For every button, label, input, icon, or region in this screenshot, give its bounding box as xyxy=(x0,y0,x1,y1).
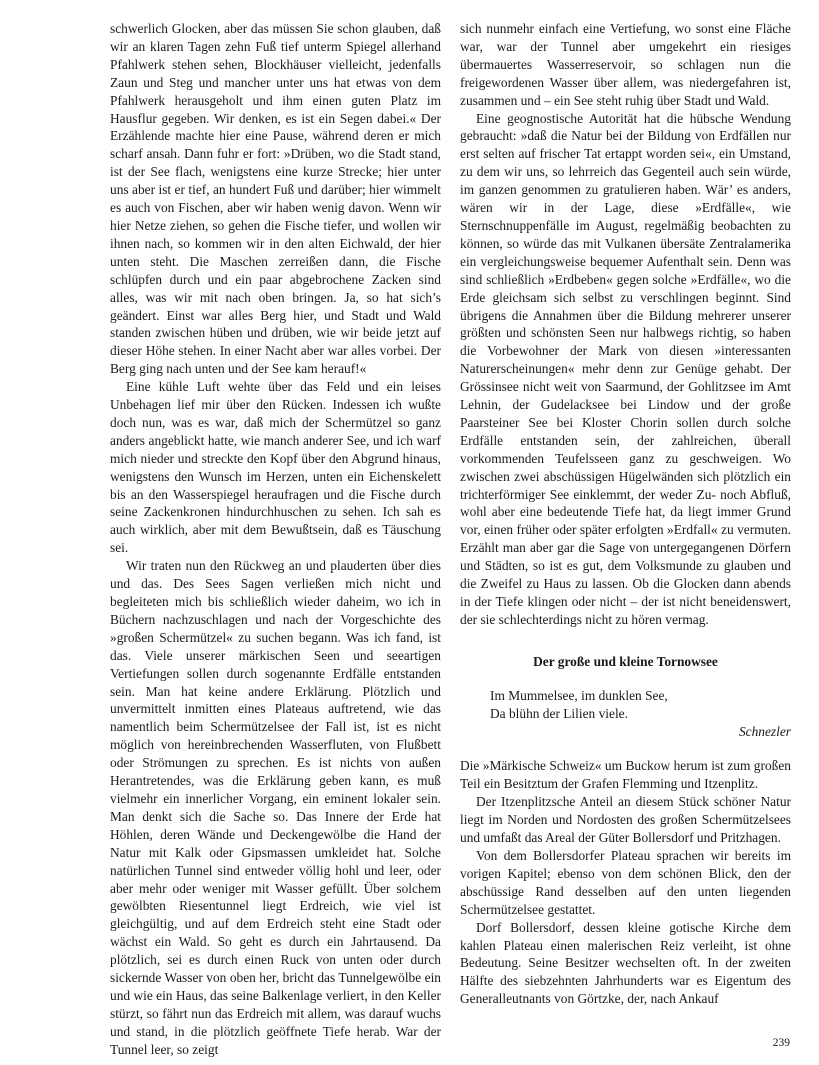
epigraph-author: Schnezler xyxy=(738,723,791,739)
epigraph-verse xyxy=(460,687,791,723)
paragraph: Die »Märkische Schweiz« um Buckow herum ist zum großen Teil ein Besitztum der Grafen Flemming und Itzenplitz. xyxy=(460,758,791,792)
paragraph: schwerlich Glocken, aber das müssen Sie schon glauben, daß wir an klaren Tagen zehn Fuß tief unterm Spiegel allerhand Pfahlwerk stehen sehen, Blockhäuser vielleicht, jedenfalls Zaun und Steg und mancher unter uns hat etwas von dem Pfahlwerk herausgeholt und ihm einen guten Platz im Hausflur gegeben. Wir denken, es ist ein Segen dabei.« Der Erzählende machte hier eine Pause, während deren er mich scharf ansah. Dann fuhr er fort: »Drüben, wo die Stadt stand, ist der See flach, wenigstens eine kurze Strecke; hier unter uns aber ist er tief, an hundert Fuß und darüber; hier wimmelt es auch von Fischen, aber wir haben wenig davon. Wenn wir hier Netze ziehen, so gehen die Fische tiefer, und wollen wir ihnen nach, so kommen wir in den alten Eichwald, der hier unten steht. Die Maschen zerreißen dann, die Fische schlüpfen durch und ein paar abgebrochene Zacken sind alles, was wir mit nach oben bringen. Ja, so hat sich’s geändert. Einst war alles Berg hier, und Stadt und Wald standen zwischen hüben und drüben, wie wir beide jetzt auf dieser Höhe stehen. In einer Nacht aber war alles vorbei. Der Berg ging nach unten und der See kam herauf!« xyxy=(110,21,441,377)
right-column xyxy=(460,20,791,1008)
page-number: 239 xyxy=(772,1037,790,1049)
section-heading: Der große und kleine Tornowsee xyxy=(533,653,718,669)
verse-line: Da blühn der Lilien viele. xyxy=(490,705,628,721)
paragraph: sich nunmehr einfach eine Vertiefung, wo sonst eine Fläche war, war der Tunnel aber umgekehrt ein riesiges übermauertes Wasserreservoir, so schlagen nun die freigewordenen Wasser über allem, was niedergefahren ist, zusammen und – ein See steht ruhig über Stadt und Wald. xyxy=(460,21,791,108)
paragraph: Der Itzenplitzsche Anteil an diesem Stück schöner Natur liegt im Norden und Nordosten des großen Schermützelsees und umfaßt das Areal der Güter Bollersdorf und Pritzhagen. xyxy=(460,794,791,846)
paragraph: Wir traten nun den Rückweg an und plauderten über dies und das. Des Sees Sagen verließen mich nicht und begleiteten mich bis schließlich wieder daheim, wo ich in Büchern nachzuschlagen und nach der Vorgeschichte des »großen Schermützel« zu suchen begann. Was ich fand, ist das. Viele unserer märkischen Seen und seeartigen Vertiefungen sollen durch sogenannte Erdfälle entstanden sein. Man hat keine andere Erklärung. Plötzlich und unvermittelt inmitten eines Plateaus auftretend, wie das namentlich beim Schermützelsee der Fall ist, ist es nicht möglich von hereinbrechenden Wasserfluten, von Flußbett oder Strömungen zu sprechen. Es ist nichts von außen Herantretendes, was die Erklärung geben kann, es muß vielmehr ein innerlicher Vorgang, ein eminent lokaler sein. Man denkt sich die Sache so. Das Innere der Erde hat Höhlen, deren Wände und Deckengewölbe die Hand der Natur mit Kalk oder Gipsmassen umkleidet hat. Solche natürlichen Tunnel sind entweder völlig hohl und leer, oder aber mehr oder weniger mit Wasser gefüllt. Über solchem gewölbten Riesentunnel liegt Erdreich, wie viel ist gleichgültig, und auf dem Erdreich steht eine Stadt oder wächst ein Wald. So geht es durch ein Jahrtausend. Da plötzlich, sei es durch einen Ruck von unten oder durch sickernde Wasser von oben her, bricht das Tunnelgewölbe ein und wie ein Haus, das seine Balkenlage verliert, in den Keller stürzt, so fährt nun das Erdreich mit allem, was darauf wuchs und stand, in die plötzlich geöffnete Tiefe herab. War der Tunnel leer, so zeigt xyxy=(110,558,441,1057)
left-column xyxy=(110,20,441,1059)
paragraph: Von dem Bollersdorfer Plateau sprachen wir bereits im vorigen Kapitel; ebenso von dem schönen Blick, den der abschüssige Rand desselben auf den unten liegenden Schermützelsee gestattet. xyxy=(460,847,791,917)
verse-line: Im Mummelsee, im dunklen See, xyxy=(490,687,668,703)
paragraph: Dorf Bollersdorf, dessen kleine gotische Kirche dem kahlen Plateau einen malerischen Reiz verleiht, ist ohne Bedeutung. Seine Besitzer wechselten oft. In der zweiten Hälfte des siebzehnten Jahrhunderts war es Eigentum des Generalleutnants von Görtzke, der, nach Ankauf xyxy=(460,919,791,1007)
paragraph: Eine kühle Luft wehte über das Feld und ein leises Unbehagen lief mir über den Rücken. Indessen ich wußte doch nun, was es war, daß mich der Schermützel so ganz anders angeblickt hatte, wie manch anderer See, und ich warf mich nieder und streckte den Kopf über den Abgrund hinaus, wenigstens den Wunsch im Herzen, unten ein Eichenskelett bis an den Wasserspiegel heraufragen und die Fische durch seine Zackenkronen hindurchhuschen zu sehen. Ich sah es auch wirklich, aber mit dem Bewußtsein, daß es Täuschung sei. xyxy=(110,379,441,556)
paragraph: Eine geognostische Autorität hat die hübsche Wendung gebraucht: »daß die Natur bei der Bildung von Erdfällen nur erst selten auf frischer Tat ertappt worden sei«, ein Umstand, zu dem wir uns, so lehrreich das Gegenteil auch sein würde, im ganzen genommen zu gratulieren haben. Wär’ es anders, wären wir in der Lage, diese »Erdfälle«, wie Sternschnuppenfälle im August, regelmäßig beobachten zu können, so würde das mit Vulkanen übersäte Zentralamerika ein vergleichungsweise bequemer Aufenthalt sein. Denn was sind schließlich »Erdbeben« gegen solche »Erdfälle«, wo die Erde gleichsam sich selbst zu verschlingen beginnt. Sind übrigens die Annahmen über die Bildung mehrerer unserer größten und schönsten Seen nur halbwegs richtig, so haben die Vorbewohner der Mark von diesen »interessanten Naturerscheinungen« mehr denn zur Genüge gehabt. Der Grössinsee nicht weit von Saarmund, der Gohlitzsee im Amt Lehnin, der Gudelacksee bei Lindow und der große Paarsteiner See bei Kloster Chorin sollen durch solche Erdfälle entstanden sein, der zahlreichen, überall vorkommenden Teufelsseen ganz zu geschweigen. Wo zwischen zwei abschüssigen Hügelwänden sich plötzlich ein trichterförmiger See einklemmt, der weder Zu- noch Abfluß, wohl aber eine bedeutende Tiefe hat, da liegt immer Grund vor, einen früher oder später erfolgten »Erdfall« zu vermuten. Erzählt man aber gar die Sage von untergegangenen Dörfern und Städten, so ist es gut, dem Volksmunde zu glauben und die Zweifel zu Haus zu lassen. Ob die Glocken dann abends in der Tiefe klingen oder nicht – der ist nicht beneidenswert, der sie schlechterdings nicht zu hören vermag. xyxy=(460,110,791,627)
